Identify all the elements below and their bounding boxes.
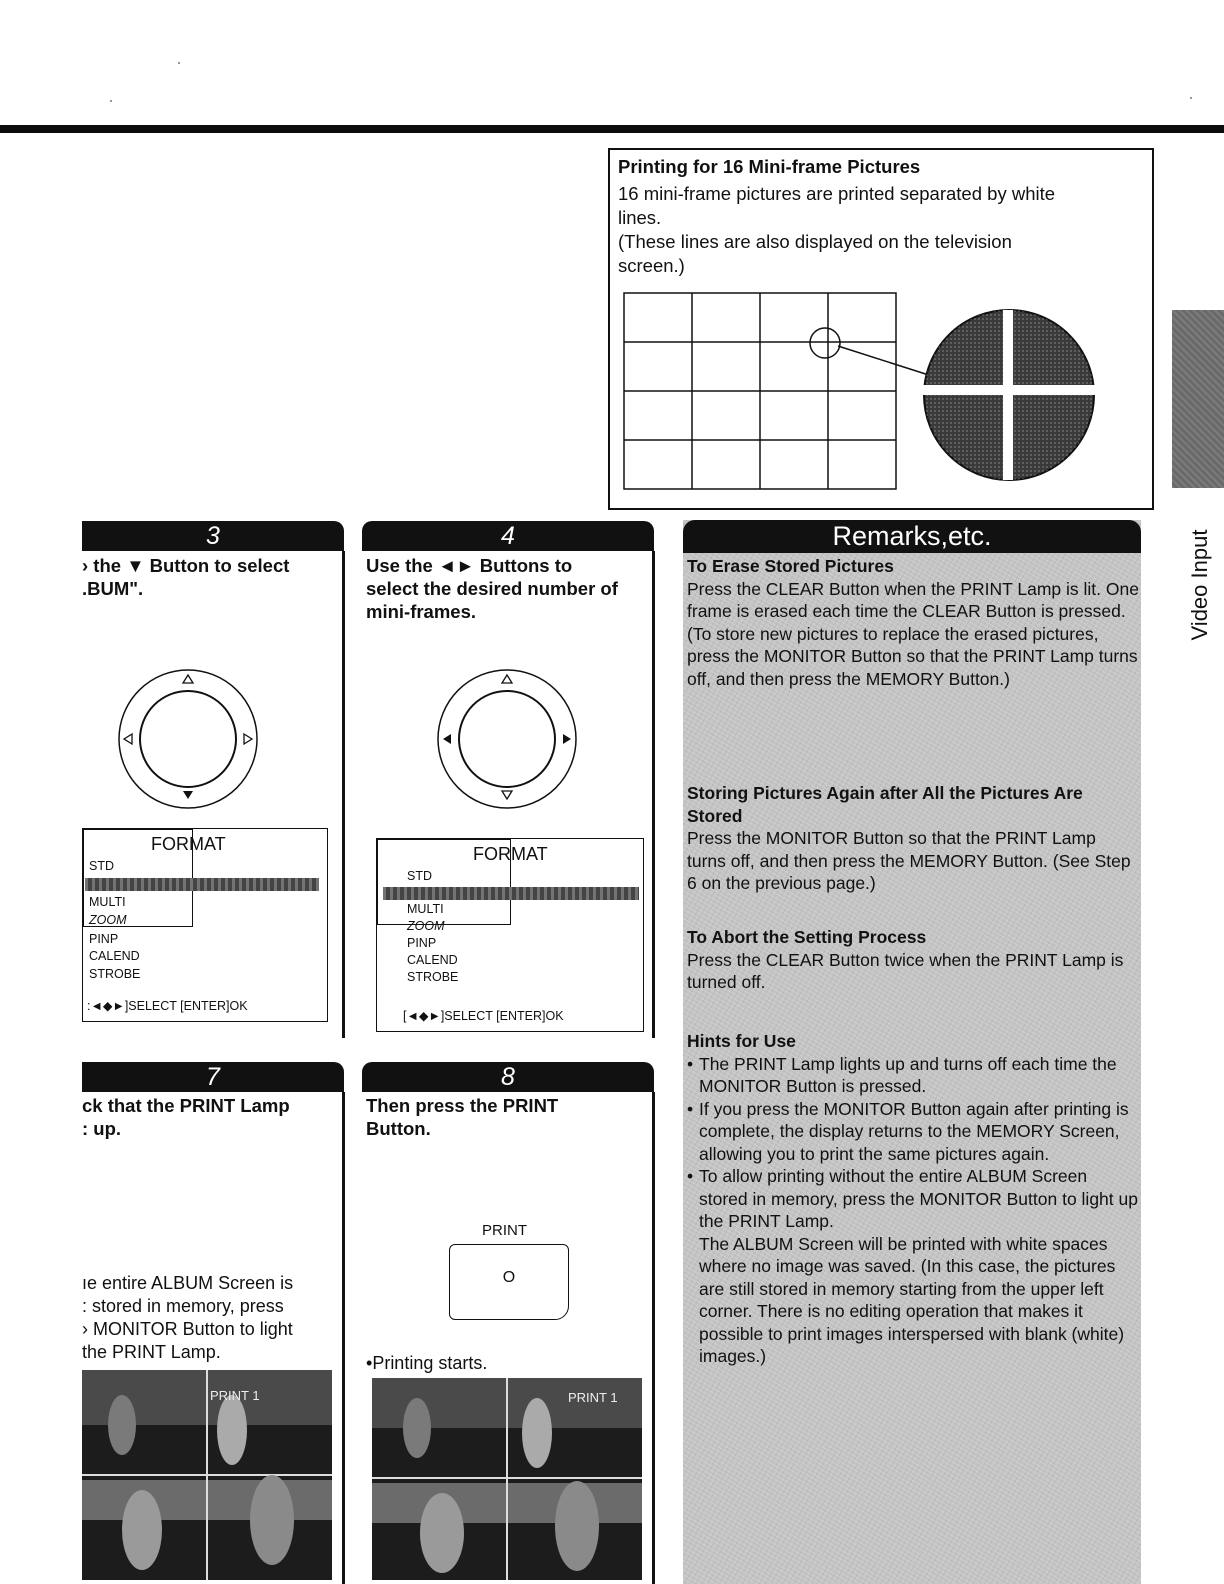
remarks-body: (To store new pictures to replace the erased pictures, press the MONITOR Button so that the PRINT Lamp turns off, and then press the MEMORY Button.) bbox=[687, 623, 1138, 689]
remarks-heading: Hints for Use bbox=[687, 1031, 796, 1051]
info-box-title: Printing for 16 Mini-frame Pictures bbox=[618, 156, 921, 177]
left-arrow-icon bbox=[443, 734, 451, 744]
menu-highlight-album bbox=[383, 887, 639, 900]
down-arrow-icon bbox=[502, 791, 512, 799]
step-4-divider bbox=[652, 551, 655, 1038]
step-7-screen-photo bbox=[82, 1370, 332, 1580]
remarks-heading: To Abort the Setting Process bbox=[687, 927, 927, 947]
step-3-header: 3 bbox=[82, 521, 344, 551]
page-speck bbox=[178, 62, 180, 64]
info-line: screen.) bbox=[618, 255, 685, 276]
menu-item: STROBE bbox=[407, 970, 459, 984]
remarks-abort bbox=[687, 926, 1139, 994]
step-4-direction-pad bbox=[432, 664, 582, 814]
print-button-label: PRINT bbox=[482, 1222, 527, 1239]
step-3-line: .BUM". bbox=[82, 578, 144, 599]
remarks-body: Press the CLEAR Button when the PRINT Lamp is lit. One frame is erased each time the CLEAR Button is pressed. bbox=[687, 578, 1139, 621]
bullet-icon: • bbox=[366, 1353, 373, 1373]
top-rule bbox=[0, 125, 1224, 133]
hints-list bbox=[687, 1053, 1139, 1233]
right-arrow-icon bbox=[244, 734, 252, 744]
remarks-header: Remarks,etc. bbox=[683, 520, 1141, 553]
right-arrow-icon bbox=[563, 734, 571, 744]
menu-title: FORMAT bbox=[473, 844, 548, 864]
hint-item: • The PRINT Lamp lights up and turns off each time the MONITOR Button is pressed. bbox=[687, 1053, 1139, 1098]
remarks-erase bbox=[687, 555, 1139, 690]
step-7-line: ck that the PRINT Lamp bbox=[82, 1095, 290, 1116]
step-3-instruction bbox=[82, 554, 342, 600]
menu-footer: :◄◆►]SELECT [ENTER]OK bbox=[87, 999, 248, 1013]
print-button-symbol: O bbox=[502, 1269, 516, 1286]
menu-item: STD bbox=[407, 869, 432, 883]
info-line: (These lines are also displayed on the television bbox=[618, 231, 1012, 252]
step-8-bullet bbox=[366, 1352, 487, 1375]
step-4-format-menu bbox=[376, 838, 644, 1032]
photo-print-label: PRINT 1 bbox=[568, 1390, 618, 1405]
section-side-tab bbox=[1172, 310, 1224, 488]
step-7-note-line: the PRINT Lamp. bbox=[82, 1342, 221, 1362]
remarks-storing-again bbox=[687, 782, 1139, 895]
menu-item: MULTI bbox=[89, 895, 126, 909]
info-line: 16 mini-frame pictures are printed separated by white bbox=[618, 183, 1056, 204]
menu-title: FORMAT bbox=[151, 834, 226, 854]
hints-tail: The ALBUM Screen will be printed with white spaces where no image was saved. (In this case, the pictures are still stored in memory starting from the upper left corner. There is no editing operation that makes it possible to print images interspersed with blank (white) images.) bbox=[699, 1233, 1125, 1366]
remarks-heading: Storing Pictures Again after All the Pictures Are Stored bbox=[687, 783, 1083, 826]
menu-item: STD bbox=[89, 859, 114, 873]
up-arrow-icon bbox=[183, 675, 193, 683]
page-speck bbox=[110, 100, 112, 102]
remarks-body: Press the MONITOR Button so that the PRINT Lamp turns off, and then press the MEMORY Button. (See Step 6 on the previous page.) bbox=[687, 828, 1131, 893]
remarks-body: Press the CLEAR Button twice when the PRINT Lamp is turned off. bbox=[687, 949, 1124, 992]
step-8-bullet-text: Printing starts. bbox=[372, 1353, 488, 1373]
page-speck bbox=[1190, 97, 1192, 99]
step-7-instruction bbox=[82, 1094, 342, 1140]
step-4-instruction bbox=[366, 554, 656, 623]
step-3-direction-pad bbox=[113, 664, 263, 814]
step-8-instruction bbox=[366, 1094, 646, 1140]
step-7-line: : up. bbox=[82, 1118, 122, 1139]
step-8-screen-photo bbox=[372, 1378, 642, 1580]
up-arrow-icon bbox=[502, 675, 512, 683]
left-arrow-icon bbox=[124, 734, 132, 744]
remarks-heading: To Erase Stored Pictures bbox=[687, 556, 894, 576]
stadium-photo bbox=[82, 1370, 332, 1580]
step-4-header: 4 bbox=[362, 521, 654, 551]
step-8-line: Then press the PRINT bbox=[366, 1095, 559, 1116]
remarks-panel bbox=[683, 520, 1141, 1584]
step-3-divider bbox=[342, 551, 345, 1038]
menu-item: PINP bbox=[407, 936, 437, 950]
down-arrow-icon bbox=[183, 791, 193, 799]
step-8-header: 8 bbox=[362, 1062, 654, 1092]
menu-item: ZOOM bbox=[407, 919, 445, 933]
hint-item: • To allow printing without the entire ALBUM Screen stored in memory, press the MONITOR Button to light up the PRINT Lamp. bbox=[687, 1165, 1139, 1233]
step-7-note-line: : stored in memory, press bbox=[82, 1296, 284, 1316]
step-4-line: Use the ◄► Buttons to bbox=[366, 555, 573, 576]
mini-frame-grid-diagram bbox=[610, 150, 1156, 512]
menu-footer: [◄◆►]SELECT [ENTER]OK bbox=[403, 1009, 564, 1023]
step-7-note-line: ıe entire ALBUM Screen is bbox=[82, 1273, 294, 1293]
step-7-header: 7 bbox=[82, 1062, 344, 1092]
hint-item: • If you press the MONITOR Button again after printing is complete, the display returns to the MEMORY Screen, allowing you to print the same pictures again. bbox=[687, 1098, 1139, 1166]
remarks-hints bbox=[687, 1030, 1139, 1368]
photo-print-label: PRINT 1 bbox=[210, 1388, 260, 1403]
step-4-line: mini-frames. bbox=[366, 601, 477, 622]
menu-highlight-album bbox=[85, 878, 319, 891]
menu-item: STROBE bbox=[89, 967, 141, 981]
step-3-line: › the ▼ Button to select bbox=[82, 555, 290, 576]
step-3-format-menu bbox=[82, 828, 328, 1022]
step-8-divider bbox=[652, 1092, 655, 1584]
menu-item: ZOOM bbox=[89, 913, 127, 927]
menu-item: CALEND bbox=[89, 949, 140, 963]
print-button[interactable] bbox=[449, 1244, 569, 1320]
step-7-note bbox=[82, 1272, 344, 1364]
stadium-photo bbox=[372, 1378, 642, 1580]
info-box-16-mini-frames bbox=[608, 148, 1154, 510]
step-7-note-line: › MONITOR Button to light bbox=[82, 1319, 293, 1339]
menu-item: CALEND bbox=[407, 953, 458, 967]
menu-item: PINP bbox=[89, 932, 119, 946]
info-line: lines. bbox=[618, 207, 662, 228]
step-8-line: Button. bbox=[366, 1118, 431, 1139]
step-4-line: select the desired number of bbox=[366, 578, 618, 599]
menu-item: MULTI bbox=[407, 902, 444, 916]
side-tab-label: Video Input bbox=[1187, 529, 1212, 641]
